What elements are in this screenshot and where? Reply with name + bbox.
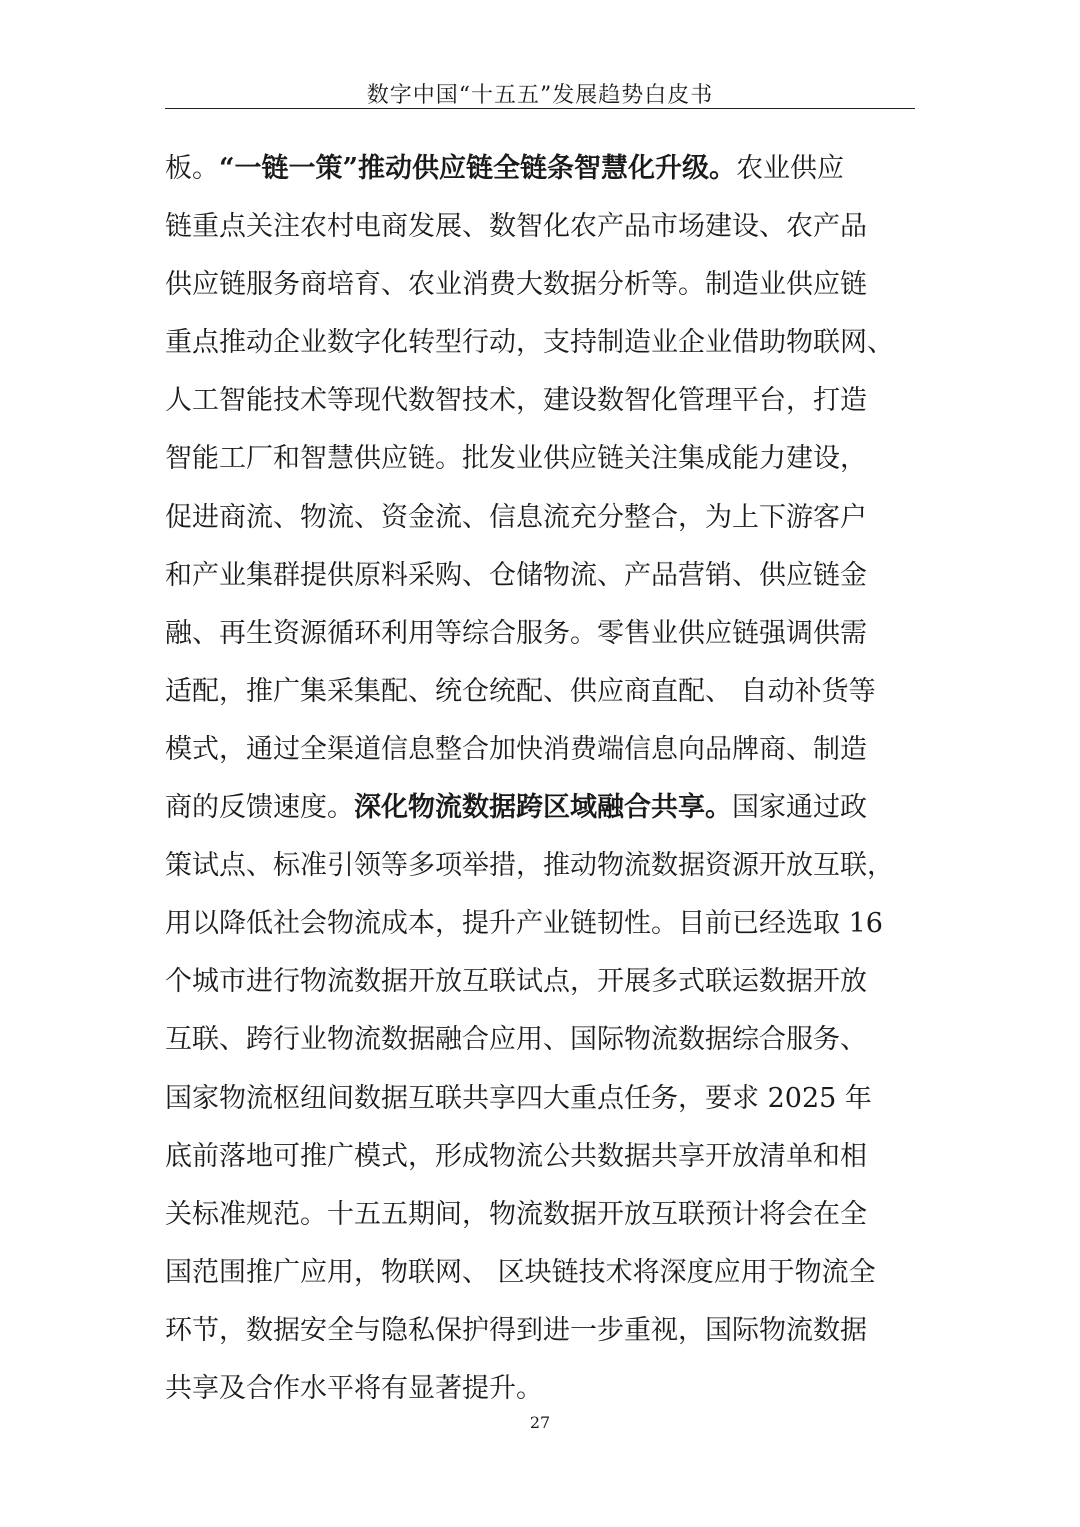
text-segment: 互联、跨行业物流数据融合应用、国际物流数据综合服务、 bbox=[165, 1024, 867, 1056]
text-line bbox=[165, 779, 945, 837]
page-header-title: 数字中国“十五五”发展趋势白皮书 bbox=[366, 83, 714, 108]
text-segment: 适配，推广集采集配、统仓统配、供应商直配、 自动补货等 bbox=[165, 675, 876, 707]
page-number: 27 bbox=[529, 1413, 551, 1432]
text-segment: 融、再生资源循环利用等综合服务。零售业供应链强调供需 bbox=[165, 617, 867, 649]
text-line bbox=[165, 837, 945, 895]
body-paragraph bbox=[165, 140, 945, 1418]
text-line bbox=[165, 198, 945, 256]
text-segment: 环节，数据安全与隐私保护得到进一步重视，国际物流数据 bbox=[165, 1314, 867, 1346]
text-segment: 商的反馈速度。 bbox=[165, 792, 354, 824]
text-line bbox=[165, 1070, 945, 1128]
text-segment: 共享及合作水平将有显著提升。 bbox=[165, 1372, 543, 1404]
bold-heading-text: “一链一策”推动供应链全链条智慧化升级。 bbox=[219, 153, 737, 184]
text-segment: 和产业集群提供原料采购、仓储物流、产品营销、供应链金 bbox=[165, 559, 867, 591]
text-segment: 关标准规范。十五五期间，物流数据开放互联预计将会在全 bbox=[165, 1198, 867, 1230]
text-line bbox=[165, 430, 945, 488]
text-line bbox=[165, 721, 945, 779]
text-line bbox=[165, 547, 945, 605]
text-line bbox=[165, 1128, 945, 1186]
text-line bbox=[165, 663, 945, 721]
text-line bbox=[165, 1244, 945, 1302]
text-segment: 国家物流枢纽间数据互联共享四大重点任务，要求 2025 年 bbox=[165, 1082, 872, 1114]
text-segment: 板。 bbox=[165, 153, 219, 184]
text-line bbox=[165, 140, 945, 198]
text-segment: 国范围推广应用，物联网、 区块链技术将深度应用于物流全 bbox=[165, 1256, 876, 1288]
text-segment: 人工智能技术等现代数智技术，建设数智化管理平台，打造 bbox=[165, 385, 867, 417]
text-segment: 用以降低社会物流成本，提升产业链韧性。目前已经选取 16 bbox=[165, 908, 883, 940]
text-segment: 策试点、标准引领等多项举措，推动物流数据资源开放互联， bbox=[165, 850, 894, 882]
text-line bbox=[165, 895, 945, 953]
text-line bbox=[165, 1011, 945, 1069]
text-segment: 促进商流、物流、资金流、信息流充分整合，为上下游客户 bbox=[165, 501, 867, 533]
text-segment: 链重点关注农村电商发展、数智化农产品市场建设、农产品 bbox=[165, 211, 867, 243]
text-line bbox=[165, 605, 945, 663]
header-divider bbox=[165, 108, 915, 109]
text-segment: 底前落地可推广模式，形成物流公共数据共享开放清单和相 bbox=[165, 1140, 867, 1172]
text-line bbox=[165, 372, 945, 430]
text-segment: 国家通过政 bbox=[732, 792, 867, 824]
text-line bbox=[165, 1186, 945, 1244]
text-segment: 模式，通过全渠道信息整合加快消费端信息向品牌商、制造 bbox=[165, 733, 867, 765]
text-line bbox=[165, 1360, 945, 1418]
text-segment: 智能工厂和智慧供应链。批发业供应链关注集成能力建设， bbox=[165, 443, 867, 475]
text-line bbox=[165, 489, 945, 547]
text-line bbox=[165, 256, 945, 314]
bold-heading-text: 深化物流数据跨区域融合共享。 bbox=[354, 792, 732, 824]
text-line bbox=[165, 314, 945, 372]
text-line bbox=[165, 1302, 945, 1360]
text-segment: 农业供应 bbox=[736, 153, 845, 184]
text-line bbox=[165, 953, 945, 1011]
text-segment: 重点推动企业数字化转型行动，支持制造业企业借助物联网、 bbox=[165, 327, 894, 359]
text-segment: 个城市进行物流数据开放互联试点，开展多式联运数据开放 bbox=[165, 966, 867, 998]
text-segment: 供应链服务商培育、农业消费大数据分析等。制造业供应链 bbox=[165, 269, 867, 301]
